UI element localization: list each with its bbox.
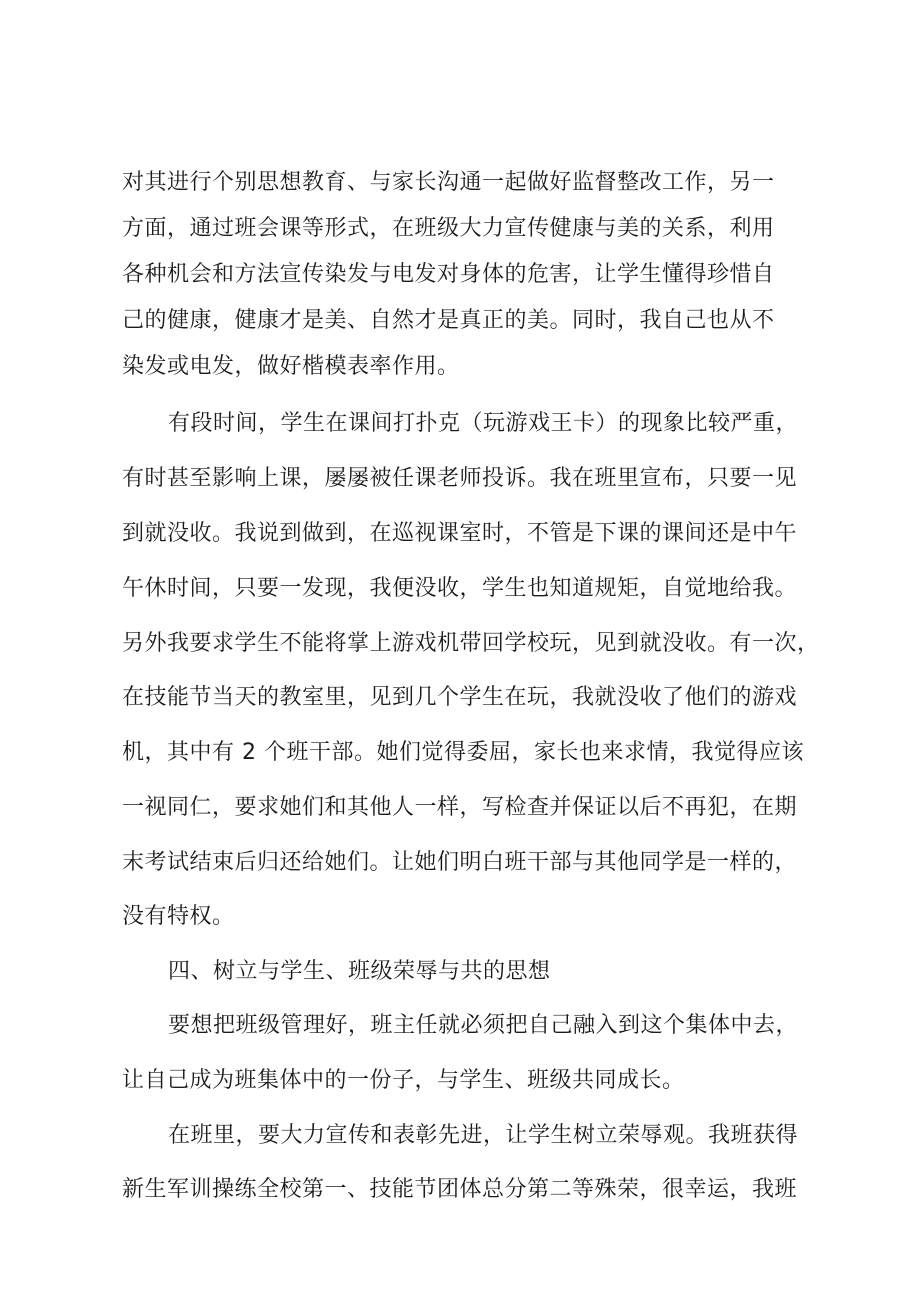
text-line: 方面，通过班会课等形式，在班级大力宣传健康与美的关系，利用 xyxy=(122,216,775,241)
paragraph-first-line: 有段时间，学生在课间打扑克（玩游戏王卡）的现象比较严重， xyxy=(168,411,799,436)
text-line: 新生军训操练全校第一、技能节团体总分第二等殊荣，很幸运，我班 xyxy=(122,1177,798,1202)
text-line: 午休时间，只要一发现，我便没收，学生也知道规矩，自觉地给我。 xyxy=(122,576,798,601)
text-line: 另外我要求学生不能将掌上游戏机带回学校玩，见到就没收。有一次， xyxy=(122,631,820,656)
paragraph-first-line: 要想把班级管理好，班主任就必须把自己融入到这个集体中去， xyxy=(168,1013,799,1038)
text-line: 有时甚至影响上课，屡屡被任课老师投诉。我在班里宣布，只要一见 xyxy=(122,466,798,491)
text-line: 让自己成为班集体中的一份子，与学生、班级共同成长。 xyxy=(122,1068,685,1093)
paragraph-first-line: 在班里，要大力宣传和表彰先进，让学生树立荣辱观。我班获得 xyxy=(168,1123,799,1148)
text-line: 染发或电发，做好楷模表率作用。 xyxy=(122,354,460,379)
text-line: 各种机会和方法宣传染发与电发对身体的危害，让学生懂得珍惜自 xyxy=(122,262,775,287)
text-line: 没有特权。 xyxy=(122,904,235,929)
text-line: 到就没收。我说到做到，在巡视课室时，不管是下课的课间还是中午 xyxy=(122,521,798,546)
text-line: 末考试结束后归还给她们。让她们明白班干部与其他同学是一样的， xyxy=(122,850,798,875)
text-line: 对其进行个别思想教育、与家长沟通一起做好监督整改工作，另一 xyxy=(122,170,775,195)
text-line: 在技能节当天的教室里，见到几个学生在玩，我就没收了他们的游戏 xyxy=(122,685,798,710)
text-line: 机，其中有 2 个班干部。她们觉得委屈，家长也来求情，我觉得应该 xyxy=(122,740,804,765)
text-line: 一视同仁，要求她们和其他人一样，写检查并保证以后不再犯，在期 xyxy=(122,795,798,820)
section-heading: 四、树立与学生、班级荣辱与共的思想 xyxy=(168,959,551,984)
text-line: 己的健康，健康才是美、自然才是真正的美。同时，我自己也从不 xyxy=(122,308,775,333)
